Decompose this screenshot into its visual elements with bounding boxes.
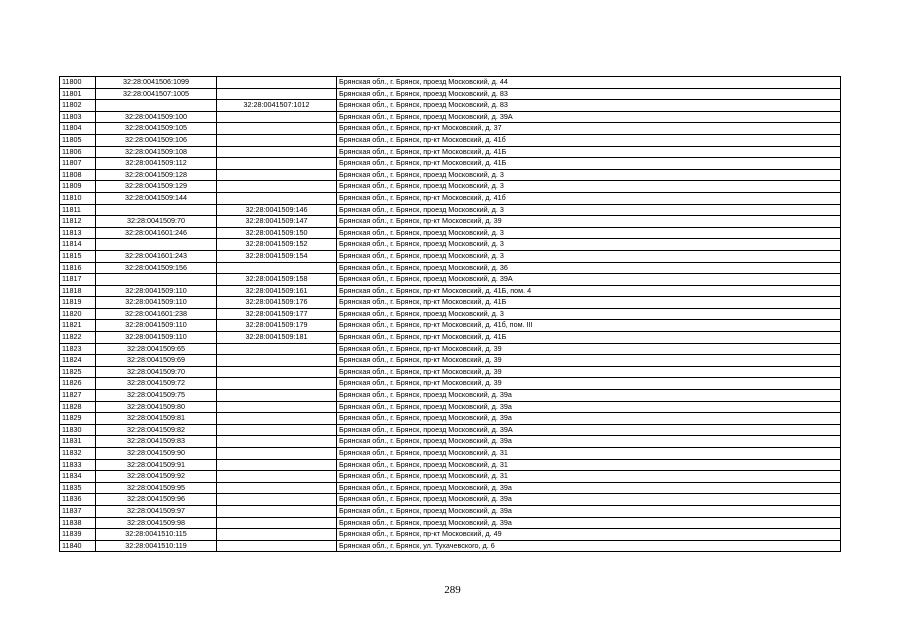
related-cadastral-number-cell bbox=[217, 436, 337, 448]
cadastral-number-cell: 32:28:0041509:91 bbox=[96, 459, 217, 471]
row-number-cell: 11825 bbox=[60, 366, 96, 378]
row-number-cell: 11816 bbox=[60, 262, 96, 274]
row-number-cell: 11838 bbox=[60, 517, 96, 529]
row-number-cell: 11822 bbox=[60, 332, 96, 344]
cadastral-number-cell: 32:28:0041601:246 bbox=[96, 227, 217, 239]
table-row bbox=[60, 482, 841, 494]
cadastral-number-cell: 32:28:0041510:119 bbox=[96, 540, 217, 552]
address-cell: Брянская обл., г. Брянск, пр-кт Московский, д. 49 bbox=[337, 529, 841, 541]
cadastral-number-cell: 32:28:0041506:1099 bbox=[96, 77, 217, 89]
row-number-cell: 11836 bbox=[60, 494, 96, 506]
row-number-cell: 11804 bbox=[60, 123, 96, 135]
related-cadastral-number-cell bbox=[217, 424, 337, 436]
table-row bbox=[60, 448, 841, 460]
related-cadastral-number-cell bbox=[217, 459, 337, 471]
cadastral-number-cell bbox=[96, 274, 217, 286]
cadastral-number-cell: 32:28:0041509:144 bbox=[96, 192, 217, 204]
table-row bbox=[60, 169, 841, 181]
related-cadastral-number-cell bbox=[217, 88, 337, 100]
table-row bbox=[60, 88, 841, 100]
related-cadastral-number-cell bbox=[217, 366, 337, 378]
related-cadastral-number-cell: 32:28:0041509:147 bbox=[217, 216, 337, 228]
table-row bbox=[60, 274, 841, 286]
related-cadastral-number-cell bbox=[217, 494, 337, 506]
related-cadastral-number-cell bbox=[217, 401, 337, 413]
table-row bbox=[60, 100, 841, 112]
row-number-cell: 11832 bbox=[60, 448, 96, 460]
address-cell: Брянская обл., г. Брянск, проезд Московский, д. 36 bbox=[337, 262, 841, 274]
row-number-cell: 11837 bbox=[60, 505, 96, 517]
related-cadastral-number-cell: 32:28:0041509:152 bbox=[217, 239, 337, 251]
cadastral-number-cell: 32:28:0041509:110 bbox=[96, 332, 217, 344]
row-number-cell: 11814 bbox=[60, 239, 96, 251]
related-cadastral-number-cell bbox=[217, 262, 337, 274]
table-row bbox=[60, 123, 841, 135]
cadastral-number-cell: 32:28:0041509:98 bbox=[96, 517, 217, 529]
row-number-cell: 11815 bbox=[60, 250, 96, 262]
cadastral-number-cell: 32:28:0041509:110 bbox=[96, 297, 217, 309]
related-cadastral-number-cell bbox=[217, 192, 337, 204]
related-cadastral-number-cell: 32:28:0041509:177 bbox=[217, 308, 337, 320]
cadastral-number-cell: 32:28:0041509:108 bbox=[96, 146, 217, 158]
row-number-cell: 11807 bbox=[60, 158, 96, 170]
row-number-cell: 11805 bbox=[60, 134, 96, 146]
related-cadastral-number-cell: 32:28:0041509:150 bbox=[217, 227, 337, 239]
address-cell: Брянская обл., г. Брянск, проезд Московский, д. 83 bbox=[337, 100, 841, 112]
cadastral-number-cell: 32:28:0041509:65 bbox=[96, 343, 217, 355]
table-row bbox=[60, 204, 841, 216]
table-row bbox=[60, 390, 841, 402]
address-cell: Брянская обл., г. Брянск, проезд Московский, д. 44 bbox=[337, 77, 841, 89]
address-cell: Брянская обл., г. Брянск, проезд Московский, д. 39а bbox=[337, 517, 841, 529]
address-cell: Брянская обл., г. Брянск, пр-кт Московский, д. 37 bbox=[337, 123, 841, 135]
address-cell: Брянская обл., г. Брянск, пр-кт Московский, д. 39 bbox=[337, 355, 841, 367]
row-number-cell: 11810 bbox=[60, 192, 96, 204]
cadastral-number-cell: 32:28:0041509:69 bbox=[96, 355, 217, 367]
address-cell: Брянская обл., г. Брянск, проезд Московский, д. 3 bbox=[337, 169, 841, 181]
cadastral-number-cell: 32:28:0041509:105 bbox=[96, 123, 217, 135]
cadastral-number-cell: 32:28:0041509:70 bbox=[96, 366, 217, 378]
address-cell: Брянская обл., г. Брянск, пр-кт Московский, д. 41Б, пом. 4 bbox=[337, 285, 841, 297]
cadastral-number-cell: 32:28:0041509:100 bbox=[96, 111, 217, 123]
cadastral-number-cell: 32:28:0041509:90 bbox=[96, 448, 217, 460]
related-cadastral-number-cell bbox=[217, 169, 337, 181]
row-number-cell: 11834 bbox=[60, 471, 96, 483]
related-cadastral-number-cell: 32:28:0041509:161 bbox=[217, 285, 337, 297]
table-row bbox=[60, 529, 841, 541]
related-cadastral-number-cell bbox=[217, 482, 337, 494]
related-cadastral-number-cell bbox=[217, 529, 337, 541]
table-row bbox=[60, 181, 841, 193]
address-cell: Брянская обл., г. Брянск, проезд Московский, д. 39А bbox=[337, 274, 841, 286]
row-number-cell: 11808 bbox=[60, 169, 96, 181]
cadastral-number-cell: 32:28:0041601:243 bbox=[96, 250, 217, 262]
cadastral-number-cell: 32:28:0041509:129 bbox=[96, 181, 217, 193]
cadastral-number-cell: 32:28:0041509:128 bbox=[96, 169, 217, 181]
cadastral-number-cell: 32:28:0041509:156 bbox=[96, 262, 217, 274]
address-cell: Брянская обл., г. Брянск, проезд Московский, д. 39а bbox=[337, 413, 841, 425]
table-row bbox=[60, 262, 841, 274]
cadastral-number-cell: 32:28:0041509:75 bbox=[96, 390, 217, 402]
address-cell: Брянская обл., г. Брянск, ул. Тухачевского, д. 6 bbox=[337, 540, 841, 552]
address-cell: Брянская обл., г. Брянск, пр-кт Московский, д. 41б bbox=[337, 192, 841, 204]
cadastral-number-cell: 32:28:0041509:80 bbox=[96, 401, 217, 413]
cadastral-number-cell: 32:28:0041507:1005 bbox=[96, 88, 217, 100]
address-cell: Брянская обл., г. Брянск, проезд Московский, д. 3 bbox=[337, 181, 841, 193]
address-cell: Брянская обл., г. Брянск, проезд Московский, д. 31 bbox=[337, 448, 841, 460]
related-cadastral-number-cell bbox=[217, 158, 337, 170]
table-row bbox=[60, 285, 841, 297]
row-number-cell: 11806 bbox=[60, 146, 96, 158]
table-row bbox=[60, 517, 841, 529]
row-number-cell: 11801 bbox=[60, 88, 96, 100]
address-cell: Брянская обл., г. Брянск, проезд Московский, д. 39А bbox=[337, 424, 841, 436]
related-cadastral-number-cell bbox=[217, 471, 337, 483]
table-row bbox=[60, 320, 841, 332]
related-cadastral-number-cell bbox=[217, 146, 337, 158]
table-row bbox=[60, 378, 841, 390]
row-number-cell: 11812 bbox=[60, 216, 96, 228]
register-table-body bbox=[60, 77, 841, 552]
cadastral-number-cell: 32:28:0041509:70 bbox=[96, 216, 217, 228]
related-cadastral-number-cell bbox=[217, 181, 337, 193]
related-cadastral-number-cell bbox=[217, 355, 337, 367]
address-cell: Брянская обл., г. Брянск, пр-кт Московский, д. 41Б bbox=[337, 297, 841, 309]
row-number-cell: 11830 bbox=[60, 424, 96, 436]
row-number-cell: 11826 bbox=[60, 378, 96, 390]
address-cell: Брянская обл., г. Брянск, пр-кт Московский, д. 39 bbox=[337, 216, 841, 228]
table-row bbox=[60, 308, 841, 320]
table-row bbox=[60, 424, 841, 436]
table-row bbox=[60, 494, 841, 506]
row-number-cell: 11828 bbox=[60, 401, 96, 413]
row-number-cell: 11839 bbox=[60, 529, 96, 541]
address-cell: Брянская обл., г. Брянск, проезд Московский, д. 39А bbox=[337, 111, 841, 123]
row-number-cell: 11821 bbox=[60, 320, 96, 332]
table-row bbox=[60, 77, 841, 89]
cadastral-number-cell: 32:28:0041509:112 bbox=[96, 158, 217, 170]
address-cell: Брянская обл., г. Брянск, пр-кт Московский, д. 41б, пом. III bbox=[337, 320, 841, 332]
related-cadastral-number-cell bbox=[217, 517, 337, 529]
table-row bbox=[60, 158, 841, 170]
row-number-cell: 11802 bbox=[60, 100, 96, 112]
table-row bbox=[60, 192, 841, 204]
row-number-cell: 11818 bbox=[60, 285, 96, 297]
related-cadastral-number-cell: 32:28:0041507:1012 bbox=[217, 100, 337, 112]
row-number-cell: 11813 bbox=[60, 227, 96, 239]
address-cell: Брянская обл., г. Брянск, проезд Московский, д. 39а bbox=[337, 436, 841, 448]
register-table bbox=[59, 76, 841, 552]
cadastral-number-cell: 32:28:0041509:72 bbox=[96, 378, 217, 390]
related-cadastral-number-cell: 32:28:0041509:181 bbox=[217, 332, 337, 344]
address-cell: Брянская обл., г. Брянск, проезд Московский, д. 39а bbox=[337, 482, 841, 494]
address-cell: Брянская обл., г. Брянск, пр-кт Московский, д. 41Б bbox=[337, 158, 841, 170]
row-number-cell: 11809 bbox=[60, 181, 96, 193]
related-cadastral-number-cell bbox=[217, 505, 337, 517]
address-cell: Брянская обл., г. Брянск, пр-кт Московский, д. 39 bbox=[337, 378, 841, 390]
table-row bbox=[60, 413, 841, 425]
table-row bbox=[60, 505, 841, 517]
row-number-cell: 11833 bbox=[60, 459, 96, 471]
table-row bbox=[60, 332, 841, 344]
address-cell: Брянская обл., г. Брянск, проезд Московский, д. 3 bbox=[337, 227, 841, 239]
table-row bbox=[60, 134, 841, 146]
related-cadastral-number-cell: 32:28:0041509:154 bbox=[217, 250, 337, 262]
cadastral-number-cell: 32:28:0041509:110 bbox=[96, 320, 217, 332]
table-row bbox=[60, 250, 841, 262]
cadastral-number-cell: 32:28:0041509:92 bbox=[96, 471, 217, 483]
address-cell: Брянская обл., г. Брянск, пр-кт Московский, д. 41Б bbox=[337, 146, 841, 158]
cadastral-number-cell: 32:28:0041601:238 bbox=[96, 308, 217, 320]
row-number-cell: 11817 bbox=[60, 274, 96, 286]
table-row bbox=[60, 355, 841, 367]
cadastral-number-cell bbox=[96, 239, 217, 251]
row-number-cell: 11823 bbox=[60, 343, 96, 355]
cadastral-number-cell: 32:28:0041509:110 bbox=[96, 285, 217, 297]
row-number-cell: 11820 bbox=[60, 308, 96, 320]
table-row bbox=[60, 146, 841, 158]
page-number: 289 bbox=[444, 584, 461, 596]
address-cell: Брянская обл., г. Брянск, проезд Московский, д. 39а bbox=[337, 494, 841, 506]
related-cadastral-number-cell bbox=[217, 413, 337, 425]
address-cell: Брянская обл., г. Брянск, проезд Московский, д. 3 bbox=[337, 308, 841, 320]
address-cell: Брянская обл., г. Брянск, проезд Московский, д. 39а bbox=[337, 505, 841, 517]
related-cadastral-number-cell bbox=[217, 111, 337, 123]
cadastral-number-cell: 32:28:0041509:95 bbox=[96, 482, 217, 494]
cadastral-number-cell: 32:28:0041509:96 bbox=[96, 494, 217, 506]
address-cell: Брянская обл., г. Брянск, пр-кт Московский, д. 39 bbox=[337, 343, 841, 355]
cadastral-number-cell: 32:28:0041509:81 bbox=[96, 413, 217, 425]
cadastral-number-cell: 32:28:0041509:97 bbox=[96, 505, 217, 517]
related-cadastral-number-cell bbox=[217, 448, 337, 460]
row-number-cell: 11811 bbox=[60, 204, 96, 216]
address-cell: Брянская обл., г. Брянск, проезд Московский, д. 3 bbox=[337, 239, 841, 251]
related-cadastral-number-cell bbox=[217, 343, 337, 355]
address-cell: Брянская обл., г. Брянск, пр-кт Московский, д. 39 bbox=[337, 366, 841, 378]
row-number-cell: 11840 bbox=[60, 540, 96, 552]
cadastral-number-cell bbox=[96, 100, 217, 112]
related-cadastral-number-cell: 32:28:0041509:158 bbox=[217, 274, 337, 286]
table-row bbox=[60, 436, 841, 448]
row-number-cell: 11829 bbox=[60, 413, 96, 425]
row-number-cell: 11827 bbox=[60, 390, 96, 402]
related-cadastral-number-cell: 32:28:0041509:179 bbox=[217, 320, 337, 332]
cadastral-number-cell: 32:28:0041510:115 bbox=[96, 529, 217, 541]
cadastral-number-cell: 32:28:0041509:106 bbox=[96, 134, 217, 146]
table-row bbox=[60, 459, 841, 471]
related-cadastral-number-cell bbox=[217, 77, 337, 89]
related-cadastral-number-cell: 32:28:0041509:176 bbox=[217, 297, 337, 309]
related-cadastral-number-cell bbox=[217, 390, 337, 402]
address-cell: Брянская обл., г. Брянск, проезд Московский, д. 3 bbox=[337, 250, 841, 262]
row-number-cell: 11800 bbox=[60, 77, 96, 89]
related-cadastral-number-cell bbox=[217, 540, 337, 552]
address-cell: Брянская обл., г. Брянск, проезд Московский, д. 31 bbox=[337, 471, 841, 483]
related-cadastral-number-cell bbox=[217, 123, 337, 135]
address-cell: Брянская обл., г. Брянск, проезд Московский, д. 31 bbox=[337, 459, 841, 471]
address-cell: Брянская обл., г. Брянск, пр-кт Московский, д. 41б bbox=[337, 134, 841, 146]
row-number-cell: 11831 bbox=[60, 436, 96, 448]
cadastral-number-cell bbox=[96, 204, 217, 216]
table-row bbox=[60, 227, 841, 239]
related-cadastral-number-cell: 32:28:0041509:146 bbox=[217, 204, 337, 216]
address-cell: Брянская обл., г. Брянск, пр-кт Московский, д. 41Б bbox=[337, 332, 841, 344]
table-row bbox=[60, 471, 841, 483]
table-row bbox=[60, 297, 841, 309]
cadastral-number-cell: 32:28:0041509:83 bbox=[96, 436, 217, 448]
row-number-cell: 11803 bbox=[60, 111, 96, 123]
table-row bbox=[60, 401, 841, 413]
address-cell: Брянская обл., г. Брянск, проезд Московский, д. 3 bbox=[337, 204, 841, 216]
row-number-cell: 11824 bbox=[60, 355, 96, 367]
row-number-cell: 11835 bbox=[60, 482, 96, 494]
address-cell: Брянская обл., г. Брянск, проезд Московский, д. 39а bbox=[337, 401, 841, 413]
table-row bbox=[60, 239, 841, 251]
address-cell: Брянская обл., г. Брянск, проезд Московский, д. 39а bbox=[337, 390, 841, 402]
related-cadastral-number-cell bbox=[217, 378, 337, 390]
table-row bbox=[60, 216, 841, 228]
table-row bbox=[60, 111, 841, 123]
address-cell: Брянская обл., г. Брянск, проезд Московский, д. 83 bbox=[337, 88, 841, 100]
related-cadastral-number-cell bbox=[217, 134, 337, 146]
row-number-cell: 11819 bbox=[60, 297, 96, 309]
table-row bbox=[60, 540, 841, 552]
table-row bbox=[60, 366, 841, 378]
cadastral-number-cell: 32:28:0041509:82 bbox=[96, 424, 217, 436]
table-row bbox=[60, 343, 841, 355]
